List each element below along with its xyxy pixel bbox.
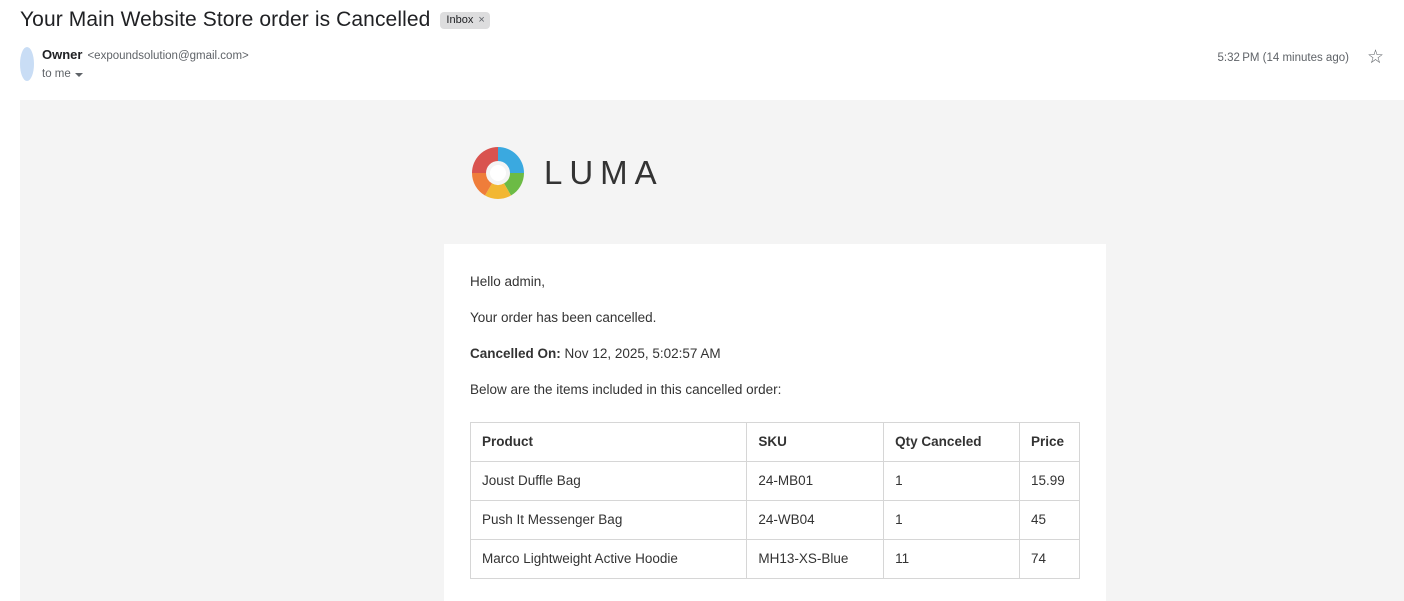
brand-logo [470, 140, 1404, 206]
column-header-price: Price [1020, 423, 1080, 462]
table-row [471, 462, 1080, 501]
page-title: Your Main Website Store order is Cancelled [20, 7, 431, 31]
cell-price: 15.99 [1020, 462, 1080, 501]
cell-qty: 1 [884, 462, 1020, 501]
cancelled-items-table [470, 422, 1080, 579]
column-header-sku: SKU [747, 423, 884, 462]
label-chip-text: Inbox [446, 14, 474, 26]
cell-qty: 11 [884, 540, 1020, 579]
header-actions [1218, 48, 1384, 67]
timestamp: 5:32 PM (14 minutes ago) [1217, 51, 1349, 64]
avatar [20, 47, 34, 81]
subject-row [20, 0, 1384, 34]
column-header-qty-canceled: Qty Canceled [884, 423, 1020, 462]
close-icon[interactable]: × [478, 13, 485, 26]
sender-identity [42, 46, 1384, 68]
cell-product: Marco Lightweight Active Hoodie [471, 540, 747, 579]
chevron-down-icon[interactable] [75, 73, 83, 77]
cell-price: 45 [1020, 501, 1080, 540]
sender-row [20, 46, 1384, 90]
table-row [471, 540, 1080, 579]
recipient-label: to me [42, 68, 71, 80]
recipient-row[interactable] [42, 68, 1384, 80]
cancelled-on-value: Nov 12, 2025, 5:02:57 AM [564, 346, 721, 361]
table-header-row [471, 423, 1080, 462]
cell-product: Joust Duffle Bag [471, 462, 747, 501]
label-chip-inbox[interactable] [440, 12, 489, 29]
cancelled-on-row [470, 344, 1080, 364]
star-icon[interactable]: ☆ [1366, 47, 1384, 68]
cell-qty: 1 [884, 501, 1020, 540]
greeting-text: Hello admin, [470, 274, 546, 289]
cell-sku: 24-MB01 [747, 462, 884, 501]
cell-sku: 24-WB04 [747, 501, 884, 540]
sender-name: Owner [42, 47, 83, 62]
email-body [20, 100, 1404, 601]
cancel-notice-text: Your order has been cancelled. [470, 310, 657, 325]
table-row [471, 501, 1080, 540]
email-content-card [444, 244, 1106, 601]
cell-product: Push It Messenger Bag [471, 501, 747, 540]
items-intro-text: Below are the items included in this cancelled order: [470, 382, 782, 397]
email-header [0, 0, 1404, 90]
column-header-product: Product [471, 423, 747, 462]
cancelled-on-label: Cancelled On: [470, 346, 561, 361]
cell-price: 74 [1020, 540, 1080, 579]
brand-name: LUMA [544, 154, 664, 191]
sender-email: <expoundsolution@gmail.com> [87, 50, 249, 62]
luma-logo-icon [470, 145, 526, 201]
sender-details [42, 46, 1384, 80]
cell-sku: MH13-XS-Blue [747, 540, 884, 579]
